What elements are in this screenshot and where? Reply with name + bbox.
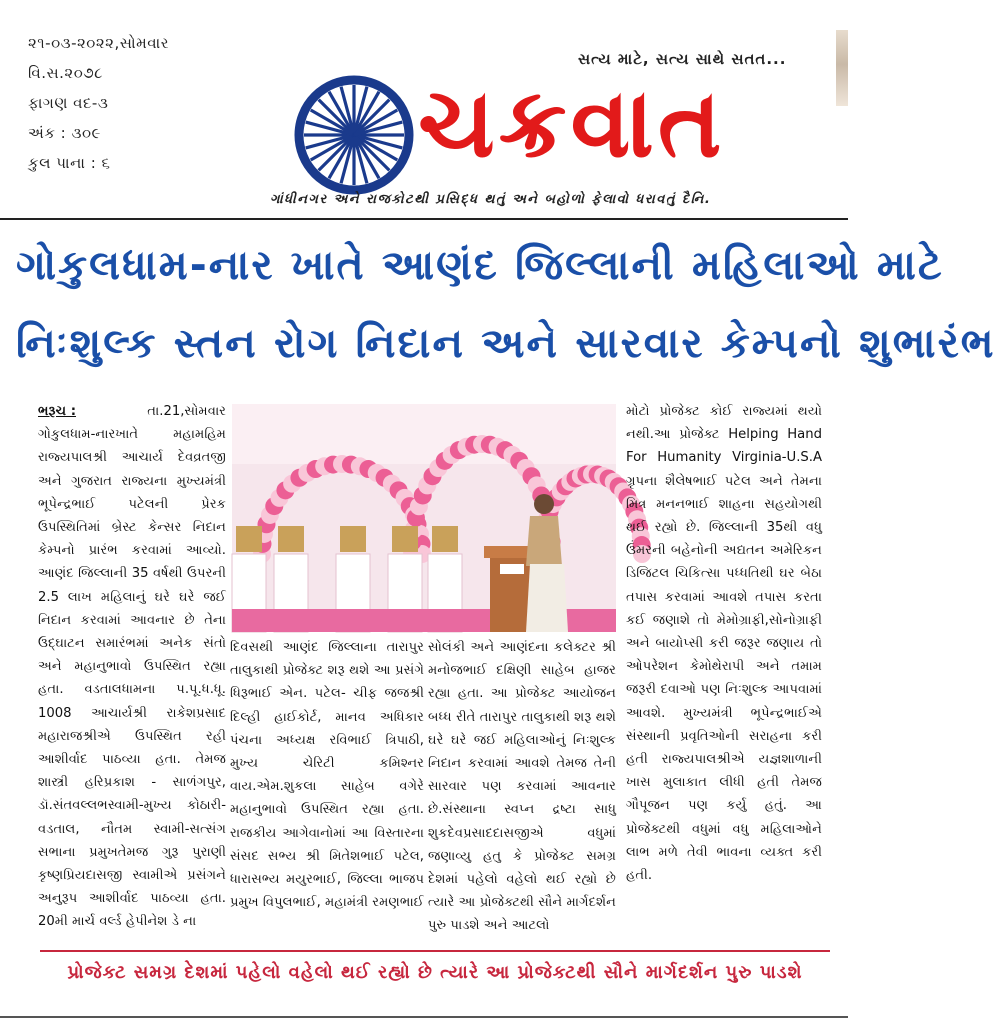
article-text-1: ગોકુલધામ-નારખાતે મહામહિમ રાજ્યપાલશ્રી આચાર્ય દેવવ્રતજી અને ગુજરાત રાજ્યના મુખ્યમંત્રી ભૂપેન્દ્રભાઈ પટેલની પ્રેરક ઉપસ્થિતિમાં બ્રેસ્ટ કેન્સર નિદાન કેમ્પનો પ્રારંભ કરવામાં આવ્યો. આણંદ જિલ્લાની 35 વર્ષથી ઉપરની 2.5 લાખ મહિલાનું ઘરે ઘરે જઈ નિદાન કરવામાં આવનાર છે તેના ઉદ્‍ઘાટન સમારંભમાં અનેક સંતો અને મહાનુભાવો ઉપસ્થિત રહ્યા હતા. વડતાલધામના પ.પૂ.ધ.ધૂ. 1008 આચાર્યશ્રી રાકેશપ્રસાદ મહારાજશ્રીએ ઉપસ્થિત રહી આશીર્વાદ પાઠવ્યા હતા. તેમજ શાસ્ત્રી હરિપ્રકાશ - સાળંગપુર, ડૉ.સંતવલ્લભસ્વામી-મુખ્ય કોઠારી-વડતાલ, નૌતમ સ્વામી-સત્સંગ સભાના પ્રમુખતેમજ ગુરૂ પુરાણી કૃષ્ણપ્રિયદાસજી સ્વામીએ પ્રસંગને અનુરૂપ આશીર્વાદ પાઠવ્યા હતા. 20મી માર્ચ વર્લ્ડ હેપીનેશ ડે ના [38,427,226,930]
dateline-date: તા.21,સોમવાર [147,404,226,419]
masthead [0,0,848,218]
event-photo [232,404,616,632]
edge-photo [836,30,848,106]
dateline-place: ભરૂચ : [38,404,76,419]
headline-line-2: નિઃશુલ્ક સ્તન રોગ નિદાન અને સારવાર કેમ્પનો શુભારંભ [16,319,996,367]
dateline [38,400,226,423]
page-bottom-rule [0,1016,848,1018]
newspaper-name: ચક્રવાત [418,67,726,179]
article-text-2: દિવસથી આણંદ જિલ્લાના તારાપુર તાલુકાથી પ્રોજેક્ટ શરૂ થશે આ પ્રસંગે ધિરૂભાઈ એન. પટેલ- ચીફ જજશ્રી દિલ્હી હાઈકોર્ટ, માનવ અધિકાર પંચના અધ્યક્ષ રવિભાઈ ત્રિપાઠી, મુખ્ય ચેરિટી કમિશ્નર વાય.એમ.શુકલા સાહેબ વગેરે મહાનુભાવો ઉપસ્થિત રહ્યા હતા. રાજકીય આગેવાનોમાં આ વિસ્તારના સંસદ સભ્ય શ્રી મિતેશભાઈ પટેલ, ધારાસભ્ય મયુરભાઈ, જિલ્લા ભાજપ પ્રમુખ વિપુલભાઈ, મહામંત્રી રમણભાઈ [230,640,424,911]
masthead-divider [0,218,848,220]
article-text-3: સોલંકી અને આણંદના કલેક્ટર શ્રી મનોજભાઈ દક્ષિણી સાહેબ હાજર રહ્યા હતા. આ પ્રોજેક્ટ આયોજન બધ્ધ રીતે તારાપુર તાલુકાથી શરૂ થશે ઘરે ઘરે જઈ મહિલાઓનું નિઃશુલ્ક નિદાન કરવામાં આવશે તેમજ તેની સારવાર પણ કરવામાં આવનાર છે.સંસ્થાના સ્વપ્ન દ્રષ્ટા સાધુ શુકદેવપ્રસાદદાસજીએ વધુમાં જણાવ્યુ હતુ કે પ્રોજેક્ટ સમગ્ર દેશમાં પહેલો વહેલો થઈ રહ્યો છે ત્યારે આ પ્રોજેક્ટથી સૌને માર્ગદર્શન પુરુ પાડશે અને આટલો [428,640,616,934]
vikram-samvat: વિ.સ.૨૦૭૮ [28,64,103,82]
ashoka-chakra-icon [294,75,414,195]
article-column-2 [230,636,424,914]
article-column-3 [428,636,616,938]
page-count: કુલ પાના : ૬ [28,154,111,172]
issue-number: અંક : ૩૦૯ [28,124,101,142]
headline-line-1: ગોકુલધામ-નાર ખાતે આણંદ જિલ્લાની મહિલાઓ માટે [16,241,944,289]
headline [16,226,996,390]
article-column-4 [626,400,822,887]
article-column-1 [38,400,226,934]
subtagline: ગાંધીનગર અને રાજકોટથી પ્રસિદ્ધ થતું અને બહોળો ફેલાવો ધરાવતું દૈનિ. [270,192,712,207]
tagline: સત્ય માટે, સત્ય સાથે સતત... [578,50,787,68]
event-photo-illustration [232,404,616,632]
pull-quote: પ્રોજેક્ટ સમગ્ર દેશમાં પહેલો વહેલો થઈ રહ્યો છે ત્યારે આ પ્રોજેક્ટથી સૌને માર્ગદર્શન પુરુ પાડશે [67,962,803,983]
pull-quote-divider [40,950,830,952]
issue-meta [28,34,238,184]
issue-date: ૨૧-૦૩-૨૦૨૨,સોમવાર [28,34,169,52]
article-text-4: મોટો પ્રોજેક્ટ કોઈ રાજ્યમાં થયો નથી.આ પ્રોજેક્ટ Helping Hand For Humanity Virginia-U.S.A ગ્રૃપના શૈલેષભાઈ પટેલ અને તેમના મિત્ર મનનભાઈ શાહના સહયોગથી થઈ રહ્યો છે. જિલ્લાની 35થી વધુ ઉંમરની બહેનોની અદ્યતન અમેરિકન ડિજિટલ ચિકિત્સા પધ્ધતિથી ઘર બેઠા તપાસ કરવામાં આવશે તપાસ કરતા કઈ જણાશે તો મેમોગ્રાફી,સોનોગ્રાફી અને બાયોપ્સી કરી જરૂર જણાય તો ઓપરેશન કેમોથેરાપી અને તમામ જરૂરી દવાઓ પણ નિઃશુલ્ક આપવામાં આવશે. મુખ્યમંત્રી ભૂપેન્દ્રભાઈએ સંસ્થાની પ્રવૃતિઓની સરાહના કરી હતી રાજ્યપાલશ્રીએ યજ્ઞશાળાની ખાસ મુલાકાત લીધી હતી તેમજ ગૌપૂજન પણ કર્યુ હતું. આ પ્રોજેક્ટથી વધુમાં વધુ મહિલાઓને લાભ મળે તેવી ભાવના વ્યક્ત કરી હતી. [626,404,822,884]
tithi: ફાગણ વદ-૩ [28,94,109,112]
